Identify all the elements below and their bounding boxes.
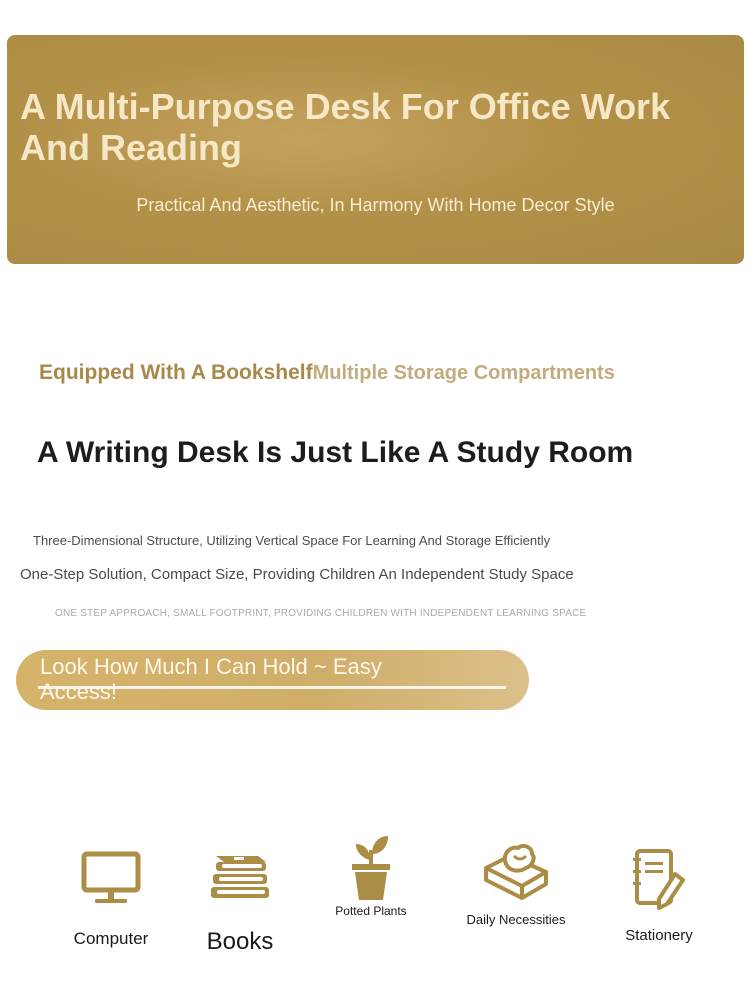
item-books <box>196 850 284 956</box>
item-potted-plants <box>326 834 416 918</box>
tissue-icon <box>480 842 552 902</box>
hero-subtitle: Practical And Aesthetic, In Harmony With Home Decor Style <box>136 195 615 215</box>
item-computer <box>68 850 154 949</box>
computer-icon <box>81 850 141 906</box>
potted-plant-icon <box>348 834 394 902</box>
tag-storage: Multiple Storage Compartments <box>312 362 615 384</box>
item-label: Computer <box>73 929 149 948</box>
feature-tagline <box>39 361 615 385</box>
hero-title: A Multi-Purpose Desk For Office Work And Reading <box>20 86 671 168</box>
item-daily-necessities <box>456 842 576 927</box>
books-icon <box>208 850 272 906</box>
item-label: Potted Plants <box>335 904 407 918</box>
hero-banner <box>7 35 744 264</box>
capacity-banner <box>16 650 529 710</box>
description-line-1: Three-Dimensional Structure, Utilizing Vertical Space For Learning And Storage Efficiently <box>33 533 551 548</box>
notebook-pen-icon <box>631 848 687 910</box>
item-label: Stationery <box>625 927 693 944</box>
description-line-3: ONE STEP APPROACH, SMALL FOOTPRINT, PROVIDING CHILDREN WITH INDEPENDENT LEARNING SPACE <box>55 608 587 619</box>
capacity-label: Look How Much I Can Hold ~ Easy Access! <box>40 654 382 704</box>
description-line-2: One-Step Solution, Compact Size, Providing Children An Independent Study Space <box>20 566 574 583</box>
item-label: Daily Necessities <box>466 912 566 927</box>
item-stationery <box>612 848 706 944</box>
tag-bookshelf: Equipped With A Bookshelf <box>39 361 313 384</box>
item-label: Books <box>206 928 274 955</box>
section-headline: A Writing Desk Is Just Like A Study Room <box>37 436 634 469</box>
